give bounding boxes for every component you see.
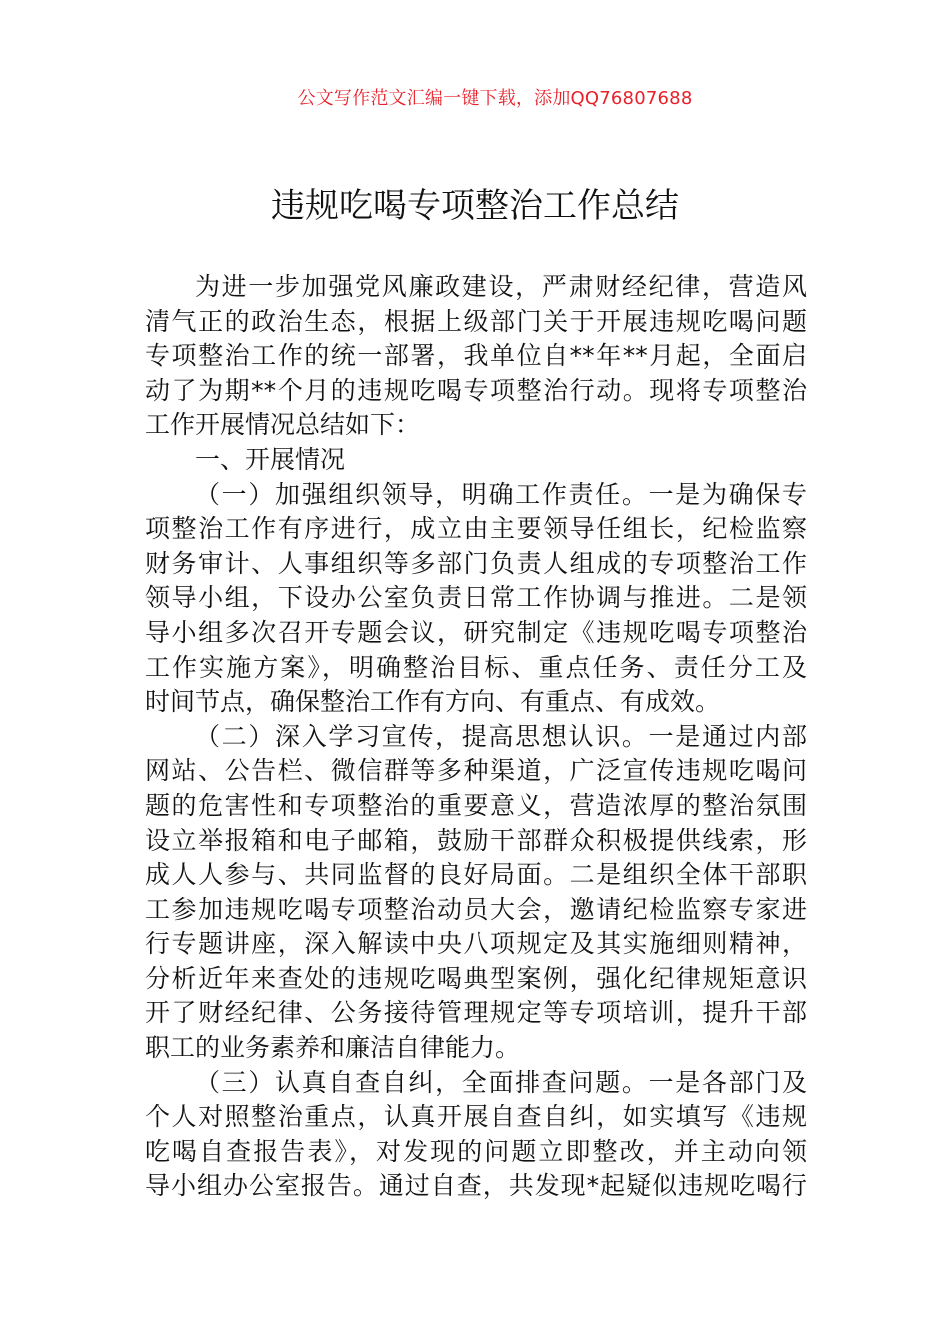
document-body xyxy=(145,270,807,1204)
text-line: 开了财经纪律、公务接待管理规定等专项培训，提升干部 xyxy=(145,998,807,1028)
text-line: 职工的业务素养和廉洁自律能力。 xyxy=(145,1033,521,1063)
text-line: 工作开展情况总结如下： xyxy=(145,410,421,440)
text-line: （一）加强组织领导，明确工作责任。一是为确保专 xyxy=(195,479,807,509)
text-line: （三）认真自查自纠，全面排查问题。一是各部门及 xyxy=(195,1067,807,1097)
text-line: 动了为期**个月的违规吃喝专项整治行动。现将专项整治 xyxy=(145,375,807,405)
text-line: 专项整治工作的统一部署，我单位自**年**月起，全面启 xyxy=(145,341,807,371)
text-line: 为进一步加强党风廉政建设，严肃财经纪律，营造风 xyxy=(195,272,807,301)
text-line: 网站、公告栏、微信群等多种渠道，广泛宣传违规吃喝问 xyxy=(145,756,807,786)
text-line: 清气正的政治生态，根据上级部门关于开展违规吃喝问题 xyxy=(145,306,807,336)
paragraph xyxy=(145,1066,807,1204)
section-heading xyxy=(145,443,807,478)
paragraph xyxy=(145,720,807,1066)
text-line: 财务审计、人事组织等多部门负责人组成的专项整治工作 xyxy=(145,548,807,578)
text-line: （二）深入学习宣传，提高思想认识。一是通过内部 xyxy=(195,721,807,751)
text-line: 题的危害性和专项整治的重要意义，营造浓厚的整治氛围 xyxy=(145,790,807,820)
text-line: 一、开展情况 xyxy=(195,444,346,474)
text-line: 导小组多次召开专题会议，研究制定《违规吃喝专项整治 xyxy=(145,617,807,647)
text-line: 行专题讲座，深入解读中央八项规定及其实施细则精神， xyxy=(145,929,807,959)
paragraph xyxy=(145,270,807,443)
text-line: 领导小组，下设办公室负责日常工作协调与推进。二是领 xyxy=(145,583,807,613)
text-line: 成人人参与、共同监督的良好局面。二是组织全体干部职 xyxy=(145,860,807,890)
text-line: 吃喝自查报告表》，对发现的问题立即整改，并主动向领 xyxy=(145,1136,807,1166)
text-line: 项整治工作有序进行，成立由主要领导任组长，纪检监察 xyxy=(145,514,807,544)
text-line: 工参加违规吃喝专项整治动员大会，邀请纪检监察专家进 xyxy=(145,894,807,924)
text-line: 分析近年来查处的违规吃喝典型案例，强化纪律规矩意识 xyxy=(145,963,807,993)
text-line: 工作实施方案》，明确整治目标、重点任务、责任分工及 xyxy=(145,652,807,682)
document-title: 违规吃喝专项整治工作总结 xyxy=(271,186,679,226)
text-line: 设立举报箱和电子邮箱，鼓励干部群众积极提供线索，形 xyxy=(145,825,807,855)
text-line: 个人对照整治重点，认真开展自查自纠，如实填写《违规 xyxy=(145,1102,807,1132)
text-line: 时间节点，确保整治工作有方向、有重点、有成效。 xyxy=(145,687,721,717)
text-line: 导小组办公室报告。通过自查，共发现*起疑似违规吃喝行 xyxy=(145,1171,807,1201)
paragraph xyxy=(145,478,807,720)
download-banner: 公文写作范文汇编一键下载，添加QQ76807688 xyxy=(297,88,693,109)
